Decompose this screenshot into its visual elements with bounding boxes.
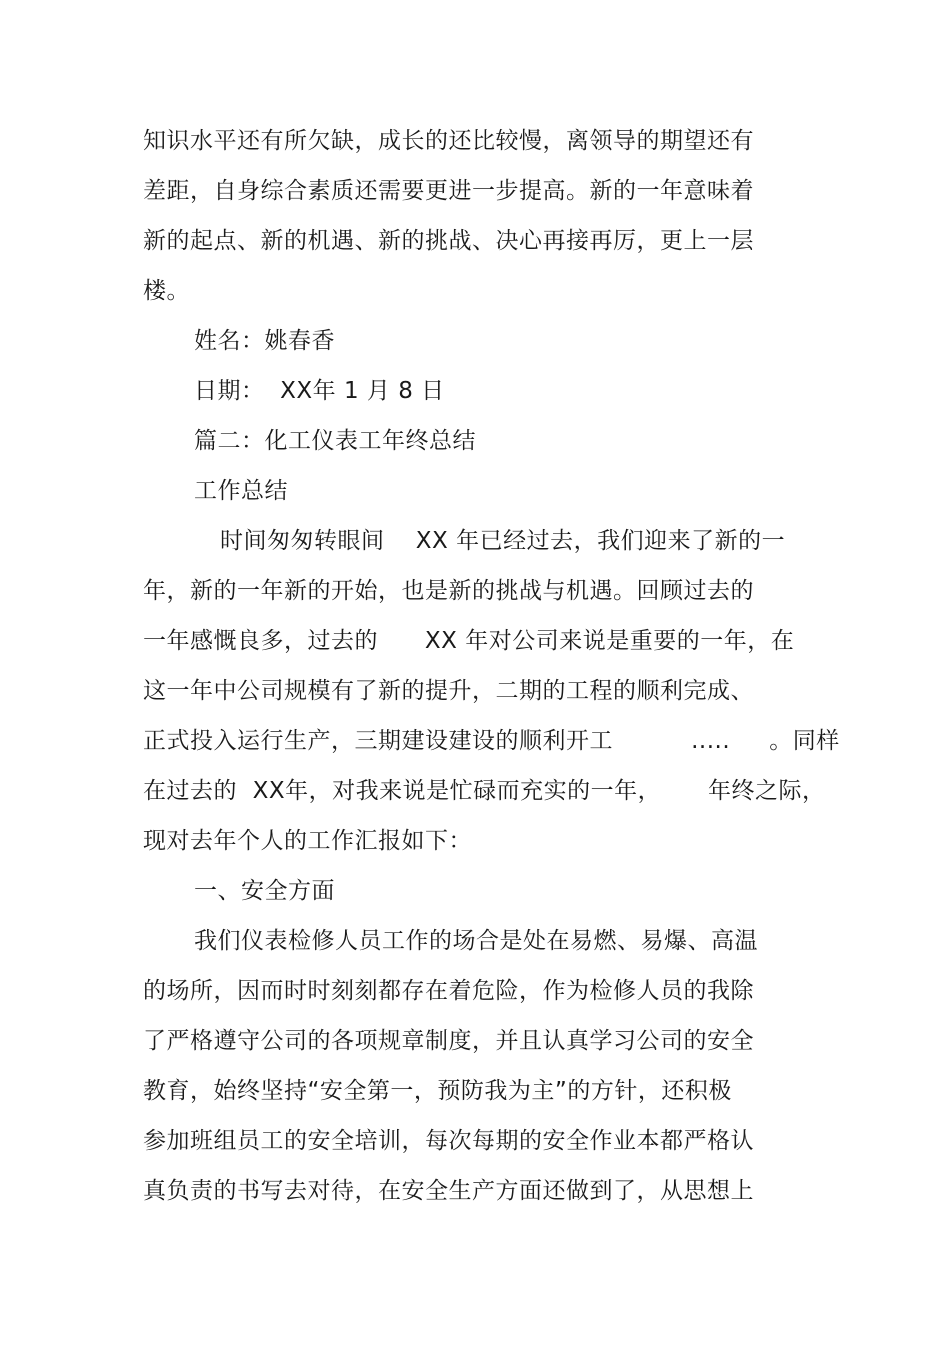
text-line-1: 知识水平还有所欠缺，成长的还比较慢，离领导的期望还有 — [143, 128, 754, 154]
text-line-4: 楼。 — [143, 278, 190, 304]
paragraph-line: 一年感慨良多，过去的 XX 年对公司来说是重要的一年，在 — [143, 628, 795, 654]
author-name: 姓名：姚春香 — [194, 328, 335, 354]
paragraph-line: 了严格遵守公司的各项规章制度，并且认真学习公司的安全 — [143, 1028, 754, 1054]
paragraph-line: 现对去年个人的工作汇报如下： — [143, 828, 472, 854]
paragraph-line: 正式投入运行生产，三期建设建设的顺利开工 ..... 。同样 — [143, 728, 840, 754]
paragraph-line: 真负责的书写去对待，在安全生产方面还做到了，从思想上 — [143, 1178, 754, 1204]
paragraph-line: 教育，始终坚持“安全第一，预防我为主”的方针，还积极 — [143, 1078, 732, 1104]
paragraph-line: 在过去的 XX年，对我来说是忙碌而充实的一年， 年终之际， — [143, 778, 826, 804]
heading-safety: 一、安全方面 — [194, 878, 335, 904]
paragraph-line: 时间匆匆转眼间 XX 年已经过去，我们迎来了新的一 — [220, 528, 786, 554]
subtitle: 工作总结 — [194, 478, 288, 504]
text-line-3: 新的起点、新的机遇、新的挑战、决心再接再厉，更上一层 — [143, 228, 754, 254]
text-line-2: 差距，自身综合素质还需要更进一步提高。新的一年意味着 — [143, 178, 754, 204]
paragraph-line: 的场所，因而时时刻刻都存在着危险，作为检修人员的我除 — [143, 978, 754, 1004]
paragraph-line: 这一年中公司规模有了新的提升，二期的工程的顺利完成、 — [143, 678, 754, 704]
paragraph-line: 年，新的一年新的开始，也是新的挑战与机遇。回顾过去的 — [143, 578, 754, 604]
date-line: 日期： XX年 1 月 8 日 — [194, 378, 445, 404]
paragraph-line: 参加班组员工的安全培训，每次每期的安全作业本都严格认 — [143, 1128, 754, 1154]
paragraph-line: 我们仪表检修人员工作的场合是处在易燃、易爆、高温 — [194, 928, 758, 954]
section-title: 篇二：化工仪表工年终总结 — [194, 428, 476, 454]
